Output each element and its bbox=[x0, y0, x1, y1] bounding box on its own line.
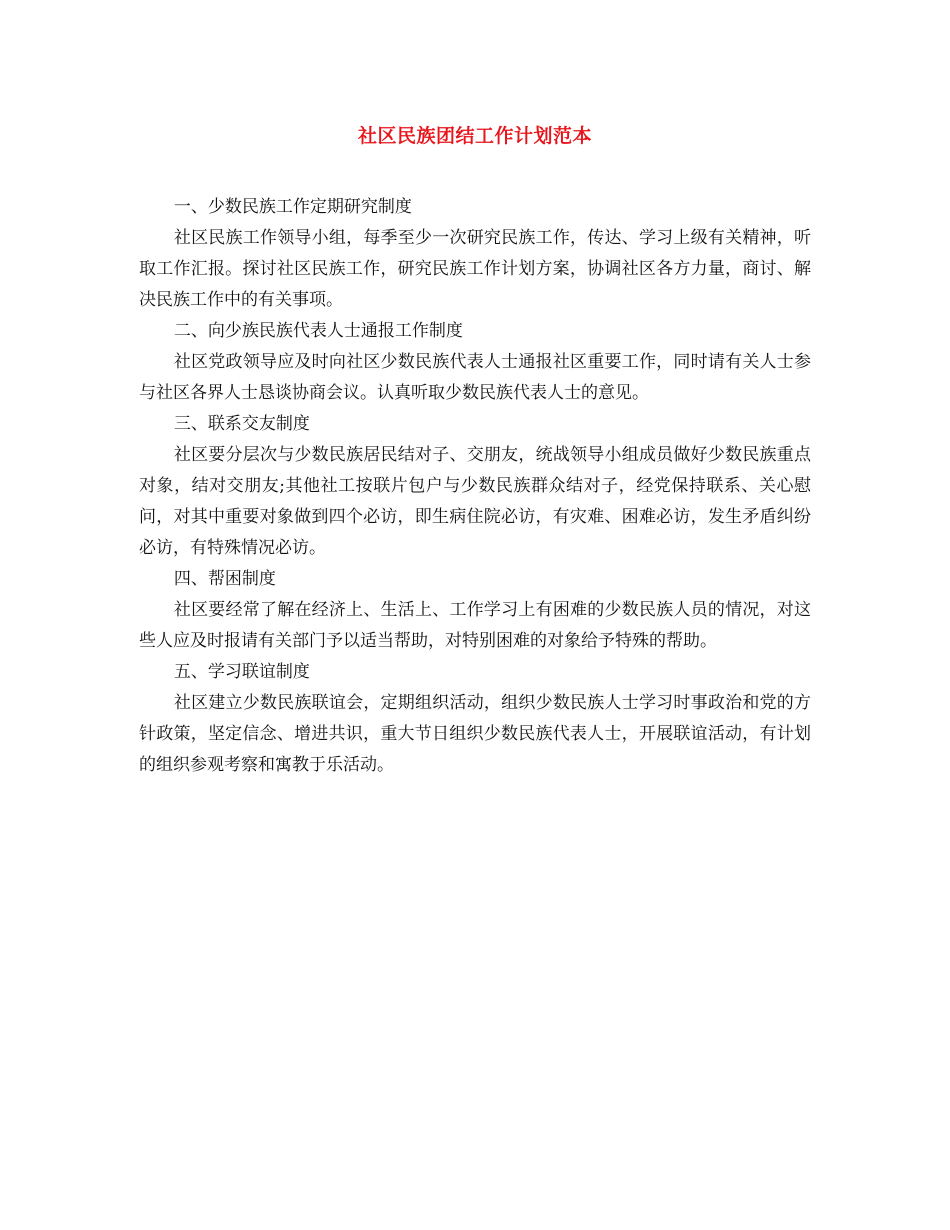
document-title: 社区民族团结工作计划范本 bbox=[357, 125, 592, 147]
section-paragraph-2: 社区党政领导应及时向社区少数民族代表人士通报社区重要工作，同时请有关人士参与社区各界人士恳谈协商会议。认真听取少数民族代表人士的意见。 bbox=[139, 352, 811, 403]
section-heading-1: 一、少数民族工作定期研究制度 bbox=[173, 197, 412, 217]
section-heading-5: 五、学习联谊制度 bbox=[173, 662, 310, 682]
section-heading-3: 三、联系交友制度 bbox=[173, 414, 310, 434]
section-paragraph-4: 社区要经常了解在经济上、生活上、工作学习上有困难的少数民族人员的情况，对这些人应及时报请有关部门予以适当帮助，对特别困难的对象给予特殊的帮助。 bbox=[139, 600, 811, 651]
section-paragraph-5: 社区建立少数民族联谊会，定期组织活动，组织少数民族人士学习时事政治和党的方针政策，坚定信念、增进共识，重大节日组织少数民族代表人士，开展联谊活动，有计划的组织参观考察和寓教于乐活动。 bbox=[139, 693, 811, 775]
document-body bbox=[139, 192, 811, 781]
section-paragraph-3: 社区要分层次与少数民族居民结对子、交朋友，统战领导小组成员做好少数民族重点对象，结对交朋友;其他社工按联片包户与少数民族群众结对子，经党保持联系、关心慰问，对其中重要对象做到四个必访，即生病住院必访，有灾难、困难必访，发生矛盾纠纷必访，有特殊情况必访。 bbox=[139, 445, 811, 558]
section-heading-4: 四、帮困制度 bbox=[173, 569, 276, 589]
section-heading-2: 二、向少族民族代表人士通报工作制度 bbox=[173, 321, 463, 341]
section-paragraph-1: 社区民族工作领导小组，每季至少一次研究民族工作，传达、学习上级有关精神，听取工作汇报。探讨社区民族工作，研究民族工作计划方案，协调社区各方力量，商讨、解决民族工作中的有关事项。 bbox=[139, 228, 811, 310]
